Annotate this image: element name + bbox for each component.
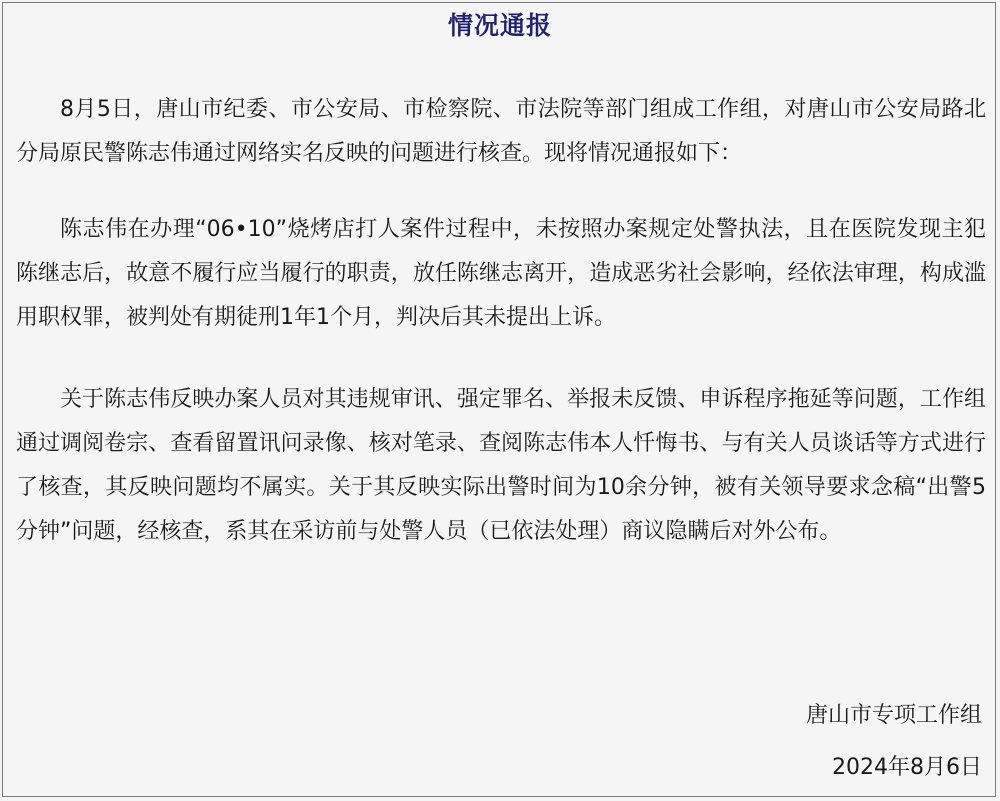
paragraph-1: 8月5日，唐山市纪委、市公安局、市检察院、市法院等部门组成工作组，对唐山市公安局路北分局原民警陈志伟通过网络实名反映的问题进行核查。现将情况通报如下： — [16, 97, 986, 166]
document-title: 情况通报 — [447, 11, 552, 40]
signature-date: 2024年8月6日 — [832, 755, 982, 780]
paragraph-2: 陈志伟在办理“06•10”烧烤店打人案件过程中，未按照办案规定处警执法，且在医院发现主犯陈继志后，故意不履行应当履行的职责，放任陈继志离开，造成恶劣社会影响，经依法审理，构成滥用职权罪，被判处有期徒刑1年1个月，判决后其未提出上诉。 — [16, 217, 986, 330]
signature-organization: 唐山市专项工作组 — [805, 703, 982, 728]
paragraph-3: 关于陈志伟反映办案人员对其违规审讯、强定罪名、举报未反馈、申诉程序拖延等问题，工作组通过调阅卷宗、查看留置讯问录像、核对笔录、查阅陈志伟本人忏悔书、与有关人员谈话等方式进行了核查，其反映问题均不属实。关于其反映实际出警时间为10余分钟，被有关领导要求念稿“出警5分钟”问题，经核查，系其在采访前与处警人员（已依法处理）商议隐瞒后对外公布。 — [16, 387, 986, 544]
